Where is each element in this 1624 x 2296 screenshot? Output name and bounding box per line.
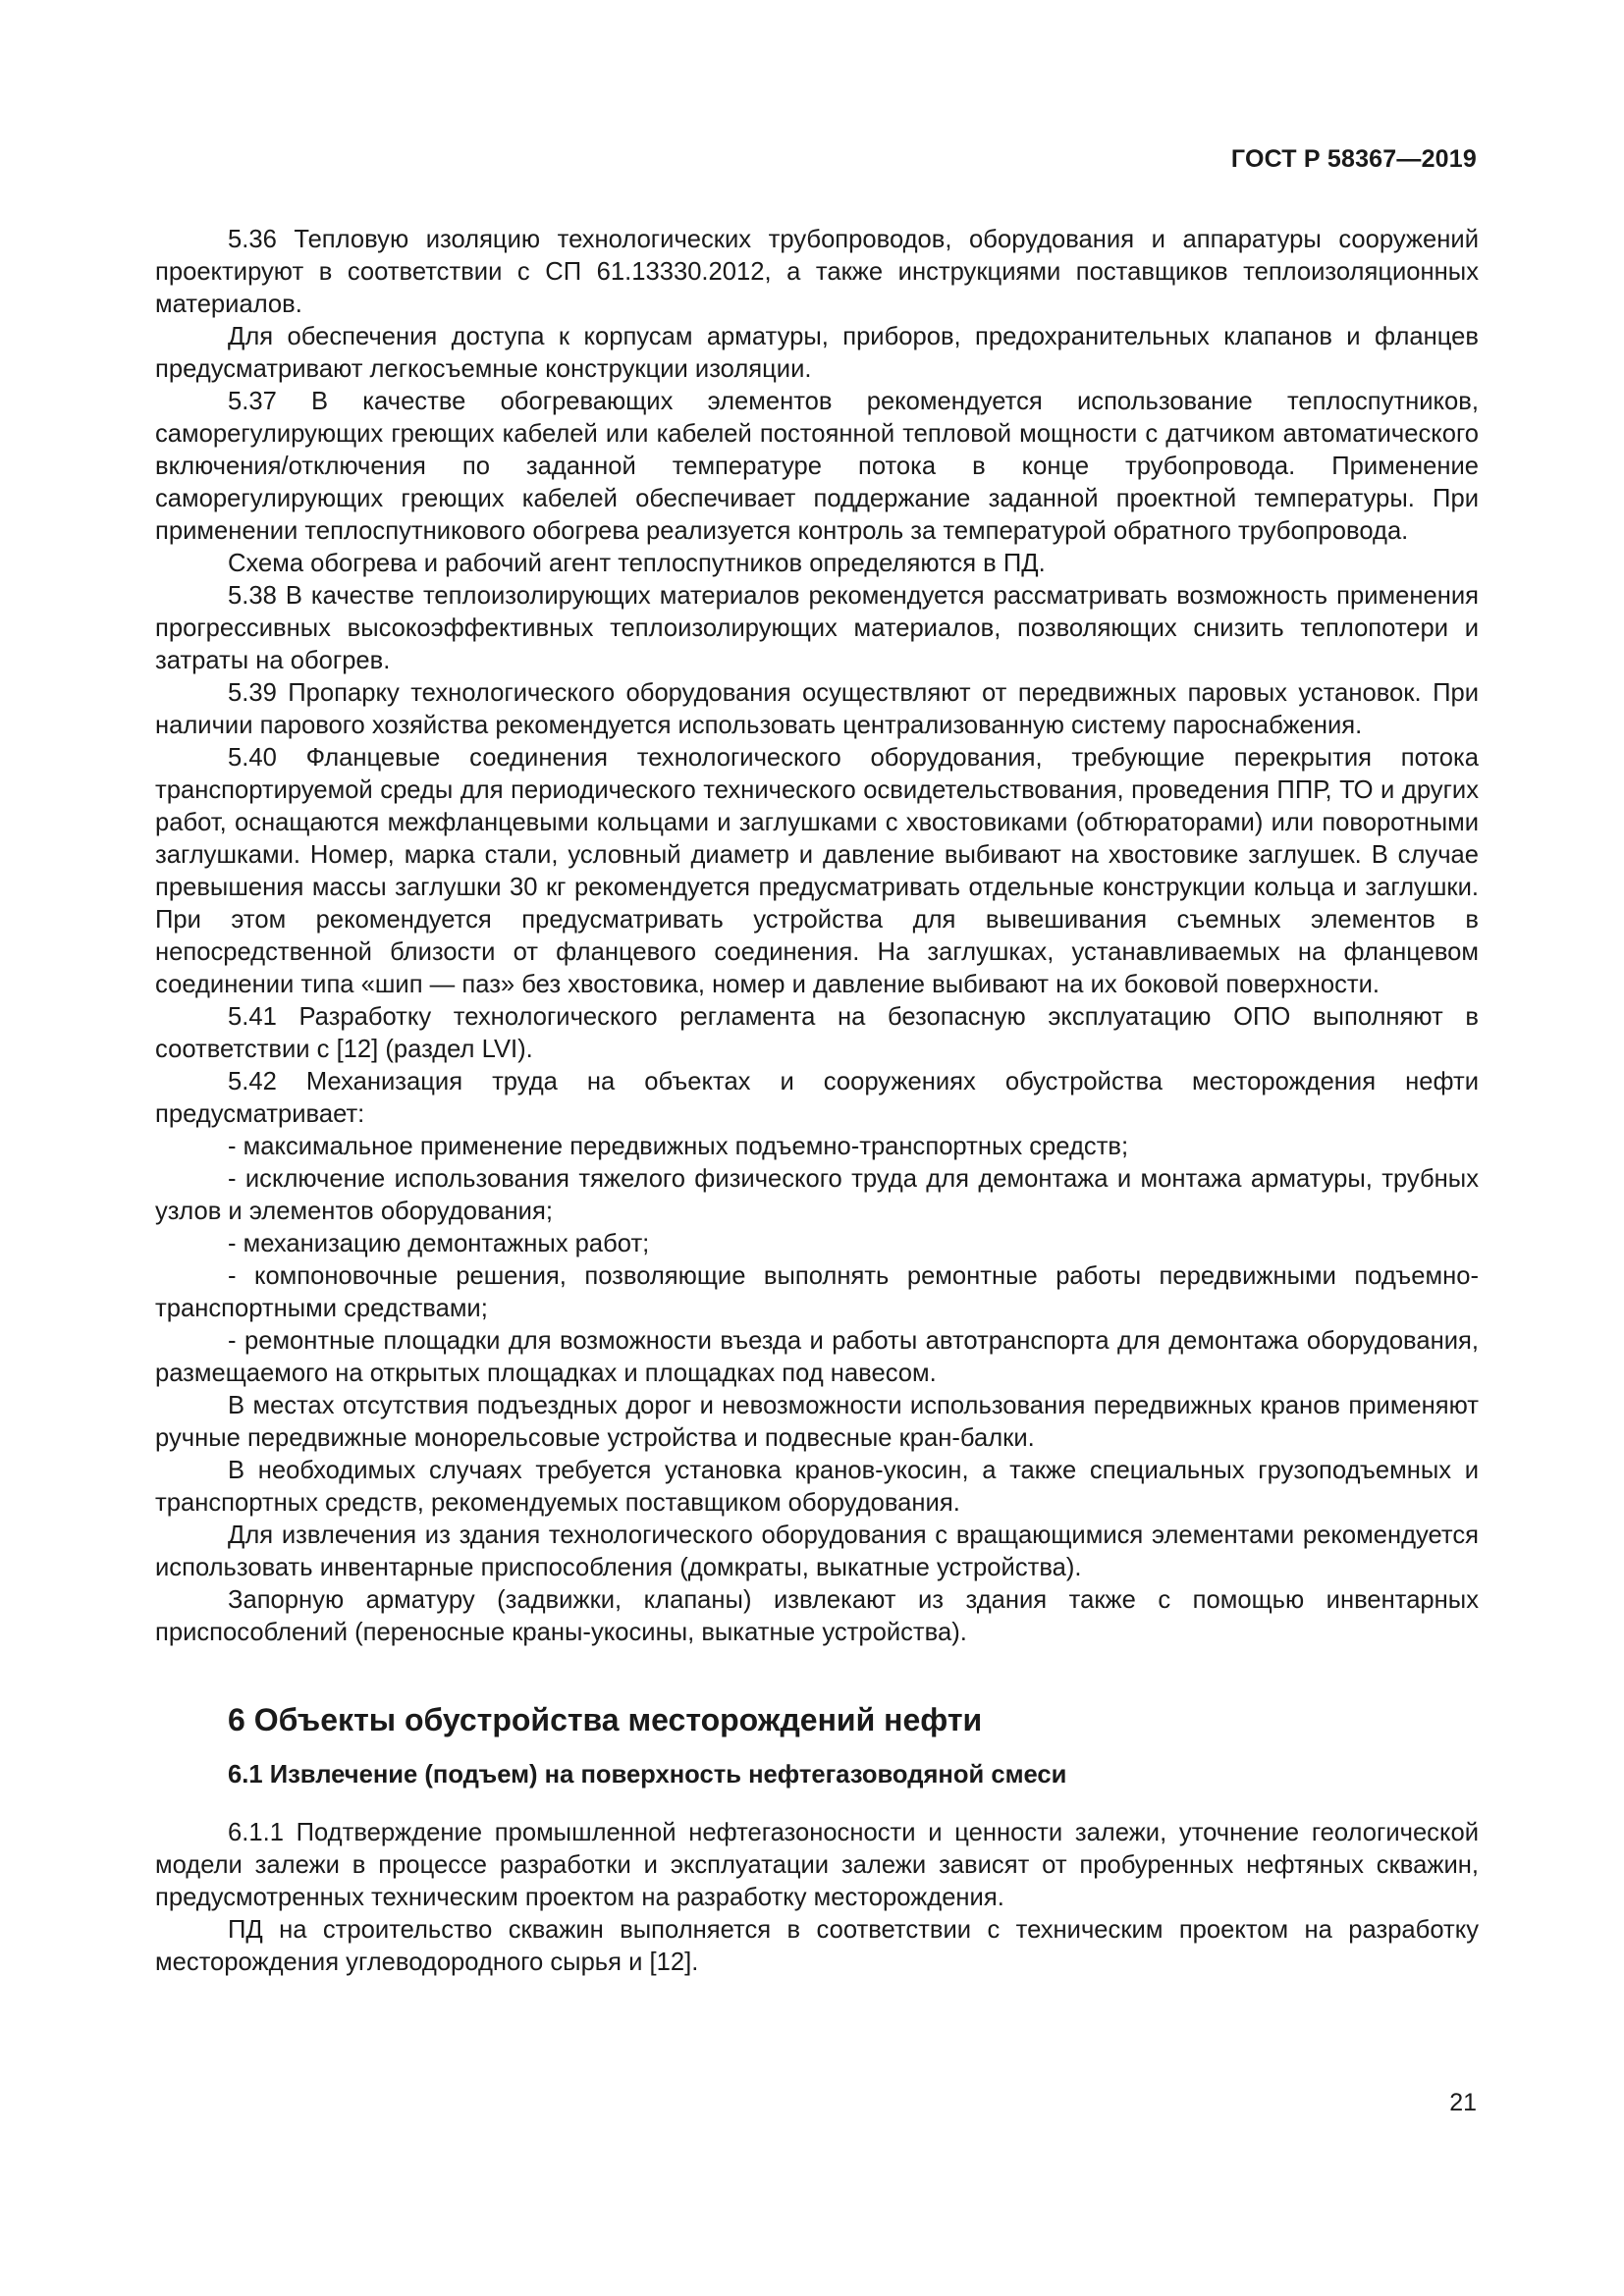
list-item: - исключение использования тяжелого физического труда для демонтажа и монтажа арматуры, трубных узлов и элементов оборудования; — [155, 1165, 1479, 1225]
subsection-heading: 6.1 Извлечение (подъем) на поверхность нефтегазоводяной смеси — [228, 1761, 1067, 1789]
page-number: 21 — [1449, 2089, 1477, 2116]
paragraph: Для извлечения из здания технологического оборудования с вращающимися элементами рекомендуется использовать инвентарные приспособления (домкраты, выкатные устройства). — [155, 1522, 1479, 1581]
list-item: - механизацию демонтажных работ; — [228, 1230, 650, 1257]
paragraph: Схема обогрева и рабочий агент теплоспутников определяются в ПД. — [228, 550, 1046, 577]
paragraph: В местах отсутствия подъездных дорог и невозможности использования передвижных кранов применяют ручные передвижные монорельсовые устройства и подвесные кран-балки. — [155, 1392, 1479, 1452]
standard-code: ГОСТ Р 58367—2019 — [1230, 145, 1477, 173]
paragraph: 5.38 В качестве теплоизолирующих материалов рекомендуется рассматривать возможность применения прогрессивных высокоэффективных теплоизолирующих материалов, позволяющих снизить теплопотери и затраты на обогрев. — [155, 582, 1479, 674]
paragraph: ПД на строительство скважин выполняется в соответствии с техническим проектом на разработку месторождения углеводородного сырья и [12]. — [155, 1916, 1479, 1976]
paragraph: 6.1.1 Подтверждение промышленной нефтегазоносности и ценности залежи, уточнение геологической модели залежи в процессе разработки и эксплуатации залежи зависят от пробуренных нефтяных скважин, предусмотренных техническим проектом на разработку месторождения. — [155, 1819, 1479, 1911]
paragraph: Для обеспечения доступа к корпусам арматуры, приборов, предохранительных клапанов и фланцев предусматривают легкосъемные конструкции изоляции. — [155, 323, 1479, 383]
paragraph: В необходимых случаях требуется установка кранов-укосин, а также специальных грузоподъемных и транспортных средств, рекомендуемых поставщиком оборудования. — [155, 1457, 1479, 1517]
paragraph: 5.41 Разработку технологического регламента на безопасную эксплуатацию ОПО выполняют в соответствии с [12] (раздел LVI). — [155, 1003, 1479, 1063]
list-item: - ремонтные площадки для возможности въезда и работы автотранспорта для демонтажа оборудования, размещаемого на открытых площадках и площадках под навесом. — [155, 1327, 1479, 1387]
section-heading: 6 Объекты обустройства месторождений нефти — [228, 1702, 983, 1737]
paragraph: 5.40 Фланцевые соединения технологического оборудования, требующие перекрытия потока транспортируемой среды для периодического технического освидетельствования, проведения ППР, ТО и других работ, оснащаются межфланцевыми кольцами и заглушками с хвостовиками (обтюраторами) или поворотными заглушками. Номер, марка стали, условный диаметр и давление выбивают на хвостовике заглушек. В случае превышения массы заглушки 30 кг рекомендуется предусматривать отдельные конструкции кольца и заглушки. При этом рекомендуется предусматривать устройства для вывешивания съемных элементов в непосредственной близости от фланцевого соединения. На заглушках, устанавливаемых на фланцевом соединении типа «шип — паз» без хвостовика, номер и давление выбивают на их боковой поверхности. — [155, 744, 1479, 998]
paragraph: 5.37 В качестве обогревающих элементов рекомендуется использование теплоспутников, саморегулирующих греющих кабелей или кабелей постоянной тепловой мощности с датчиком автоматического включения/отключения по заданной температуре потока в конце трубопровода. Применение саморегулирующих греющих кабелей обеспечивает поддержание заданной проектной температуры. При применении теплоспутникового обогрева реализуется контроль за температурой обратного трубопровода. — [155, 388, 1479, 545]
list-item: - компоновочные решения, позволяющие выполнять ремонтные работы передвижными подъемно-транспортными средствами; — [155, 1262, 1479, 1322]
paragraph: 5.39 Пропарку технологического оборудования осуществляют от передвижных паровых установок. При наличии парового хозяйства рекомендуется использовать централизованную систему пароснабжения. — [155, 679, 1479, 739]
body-text — [155, 224, 1479, 1979]
paragraph: 5.36 Тепловую изоляцию технологических трубопроводов, оборудования и аппаратуры сооружений проектируют в соответствии с СП 61.13330.2012, а также инструкциями поставщиков теплоизоляционных материалов. — [155, 226, 1479, 318]
list-item: - максимальное применение передвижных подъемно-транспортных средств; — [228, 1133, 1129, 1160]
paragraph: Запорную арматуру (задвижки, клапаны) извлекают из здания также с помощью инвентарных приспособлений (переносные краны-укосины, выкатные устройства). — [155, 1586, 1479, 1646]
paragraph: 5.42 Механизация труда на объектах и сооружениях обустройства месторождения нефти предусматривает: — [155, 1068, 1479, 1128]
